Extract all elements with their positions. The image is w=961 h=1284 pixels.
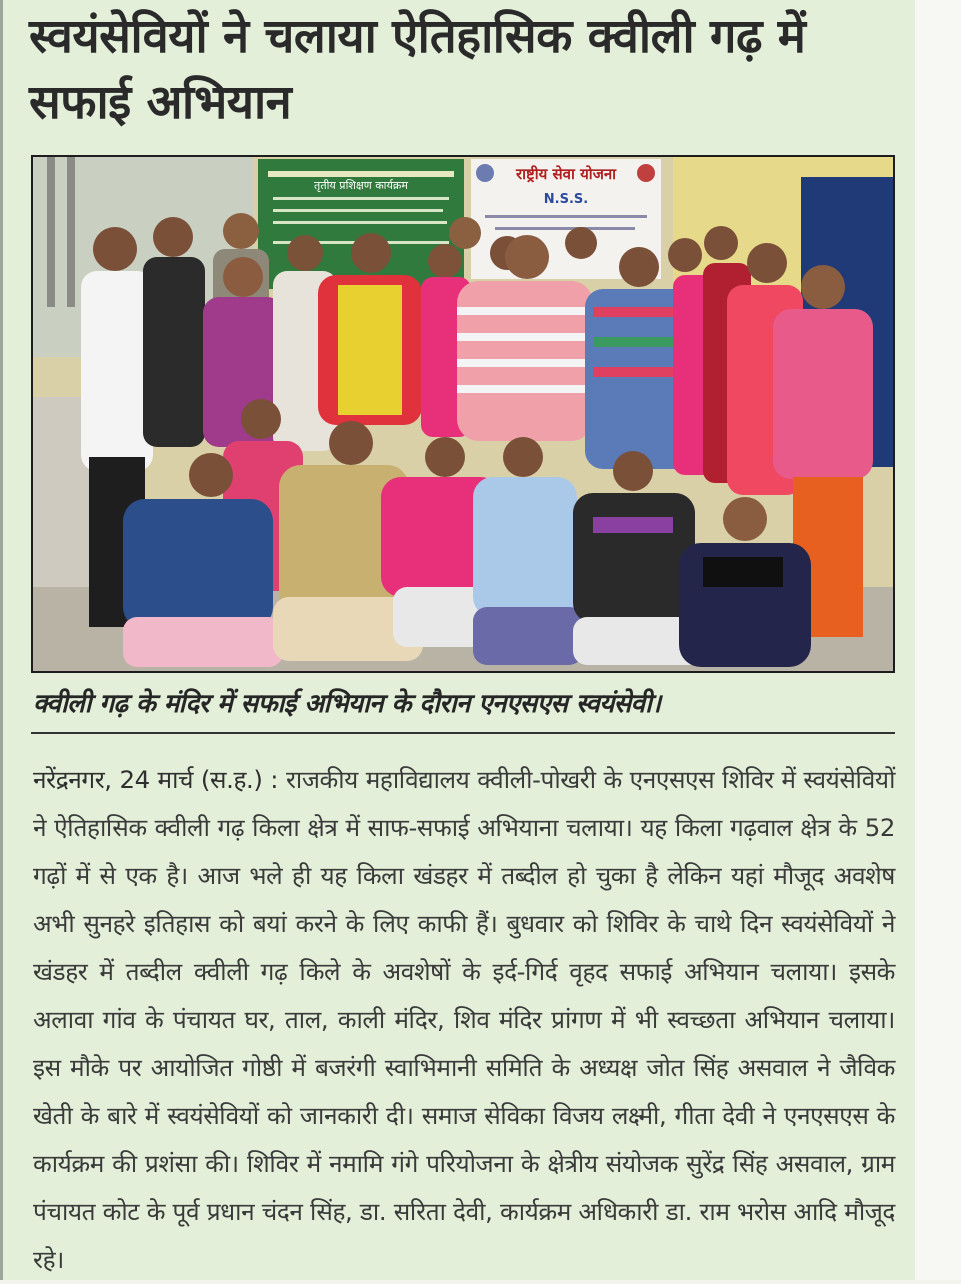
- caption-divider: [31, 732, 895, 734]
- article-body: [33, 756, 895, 1284]
- photo-caption: क्वीली गढ़ के मंदिर में सफाई अभियान के दौरान एनएसएस स्वयंसेवी।: [33, 689, 661, 719]
- article-dateline: नरेंद्रनगर, 24 मार्च (स.ह.) :: [33, 765, 279, 794]
- group-photo: [31, 155, 895, 673]
- banner-right-title: राष्ट्रीय सेवा योजना: [515, 165, 617, 183]
- article-body-text: राजकीय महाविद्यालय क्वीली-पोखरी के एनएसएस शिविर में स्वयंसेवियों ने ऐतिहासिक क्वीली गढ़ किला क्षेत्र में साफ-सफाई अभियाना चलाया। यह किला गढ़वाल क्षेत्र के 52 गढ़ों में से एक है। आज भले ही यह किला खंडहर में तब्दील हो चुका है लेकिन यहां मौजूद अवशेष अभी सुनहरे इतिहास को बयां करने के लिए काफी हैं। बुधवार को शिविर के चाथे दिन स्वयंसेवियों ने खंडहर में तब्दील क्वीली गढ़ किले के अवशेषों के इर्द-गिर्द वृहद सफाई अभियान चलाया। इसके अलावा गांव के पंचायत घर, ताल, काली मंदिर, शिव मंदिर प्रांगण में भी स्वच्छता अभियान चलाया। इस मौके पर आयोजित गोष्ठी में बजरंगी स्वाभिमानी समिति के अध्यक्ष जोत सिंह असवाल ने जैविक खेती के बारे में स्वयंसेवियों को जानकारी दी। समाज सेविका विजय लक्ष्मी, गीता देवी ने एनएसएस के कार्यक्रम की प्रशंसा की। शिविर में नमामि गंगे परियोजना के क्षेत्रीय संयोजक सुरेंद्र सिंह असवाल, ग्राम पंचायत कोट के पूर्व प्रधान चंदन सिंह, डा. सरिता देवी, कार्यक्रम अधिकारी डा. राम भरोस आदि मौजूद रहे।: [33, 765, 895, 1274]
- page-margin: [915, 0, 961, 1280]
- article-headline: स्वयंसेवियों ने चलाया ऐतिहासिक क्वीली गढ़ में सफाई अभियान: [29, 9, 806, 130]
- banner-left-text: तृतीय प्रशिक्षण कार्यक्रम: [314, 179, 408, 192]
- banner-right-subtitle: N.S.S.: [543, 192, 589, 207]
